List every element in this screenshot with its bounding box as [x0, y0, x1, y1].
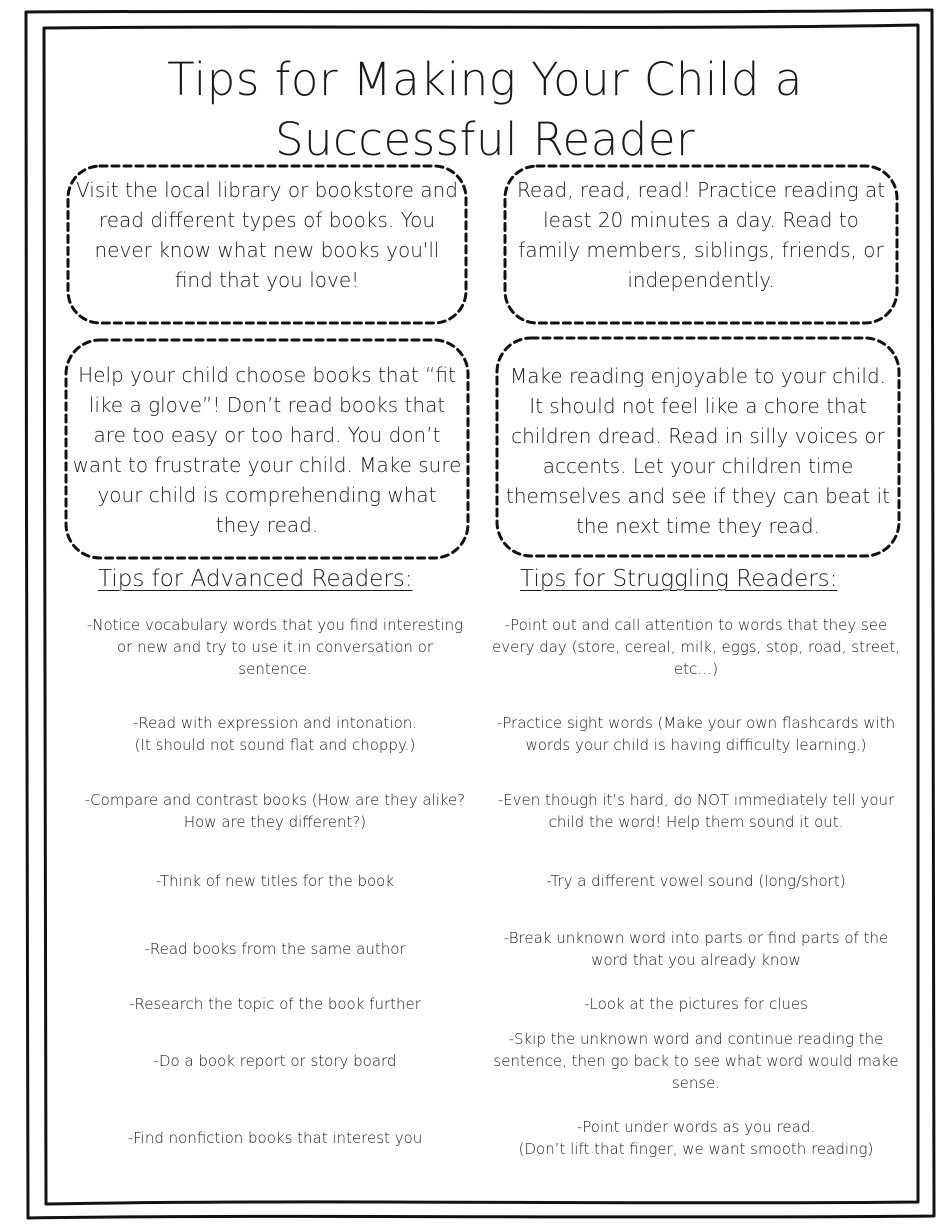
struggling-readers-heading: Tips for Struggling Readers:: [520, 566, 838, 592]
struggling-tip-7: -Skip the unknown word and continue reading the sentence, then go back to see what word would make sense.: [493, 1030, 899, 1092]
page-title-line-1: Tips for Making Your Child a: [167, 53, 803, 106]
page-title-line-2: Successful Reader: [274, 113, 696, 166]
struggling-tip-5: -Break unknown word into parts or find parts of the word that you already know: [503, 929, 889, 969]
tip-box-choose-books: Help your child choose books that “fit like a glove”! Don’t read books that are too easy or too hard. You don’t want to frustrate your child. Make sure your child is comprehending what they read.: [72, 362, 462, 537]
advanced-tip-3: -Compare and contrast books (How are they alike? How are they different?): [84, 791, 466, 831]
struggling-tip-2: -Practice sight words (Make your own flashcards with words your child is having difficulty learning.): [496, 714, 896, 754]
page-title: [60, 50, 910, 170]
advanced-tip-6: -Research the topic of the book further: [129, 995, 421, 1013]
tip-box-library: Visit the local library or bookstore and read different types of books. You never know what new books you'll find that you love!: [76, 177, 458, 292]
advanced-readers-heading: Tips for Advanced Readers:: [98, 566, 413, 592]
tip-box-read-daily: Read, read, read! Practice reading at least 20 minutes a day. Read to family members, siblings, friends, or independently.: [516, 177, 886, 292]
advanced-tip-2: -Read with expression and intonation. (It should not sound flat and choppy.): [132, 714, 418, 754]
advanced-tip-1: -Notice vocabulary words that you find interesting or new and try to use it in conversation or sentence.: [86, 616, 464, 678]
advanced-tip-5: -Read books from the same author: [144, 940, 406, 958]
struggling-tip-4: -Try a different vowel sound (long/short): [546, 872, 846, 890]
tip-box-enjoyable: Make reading enjoyable to your child. It should not feel like a chore that children dread. Read in silly voices or accents. Let your children time themselves and see if they can beat it the next time they read.: [506, 363, 890, 538]
struggling-tip-8: -Point under words as you read. (Don’t lift that finger, we want smooth reading): [518, 1118, 874, 1158]
struggling-tip-6: -Look at the pictures for clues: [584, 995, 808, 1013]
advanced-tip-7: -Do a book report or story board: [153, 1052, 397, 1070]
struggling-tip-1: -Point out and call attention to words that they see every day (store, cereal, milk, eggs, stop, road, street, etc…): [492, 616, 900, 678]
struggling-tip-3: -Even though it’s hard, do NOT immediately tell your child the word! Help them sound it out.: [497, 791, 895, 831]
advanced-tip-4: -Think of new titles for the book: [155, 872, 395, 890]
advanced-tip-8: -Find nonfiction books that interest you: [127, 1129, 423, 1147]
